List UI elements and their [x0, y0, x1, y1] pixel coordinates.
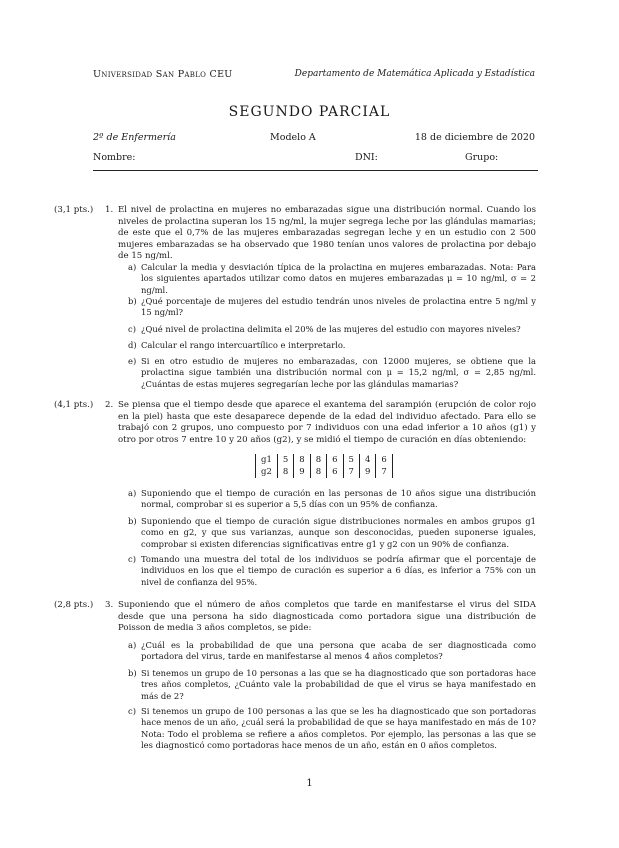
- item-text: ¿Qué nivel de prolactina delimita el 20% de las mujeres del estudio con mayores niveles?: [141, 324, 521, 334]
- item-label: c): [128, 324, 136, 334]
- item-text: Tomando una muestra del total de los individuos se podría afirmar que el porcentaje de individuos en los que el tiempo de curación es superior a 6 días, es inferior a 75% con un nivel de confianza del 95%.: [141, 554, 536, 587]
- item-text: Si tenemos un grupo de 100 personas a las que se les ha diagnosticado que son portadoras hace menos de un año, ¿cuál será la probabilidad de que se haya manifestado en más de 10? Nota: Todo el problema se refiere a años completos. Por ejemplo, las personas a las que se les diagnosticó como portadoras hace menos de un año, están en 0 años completos.: [141, 706, 536, 751]
- item-text: Si tenemos un grupo de 10 personas a las que se ha diagnosticado que son portadoras hace tres años completos, ¿Cuánto vale la probabilidad de que el virus se haya manifestado en más de 2?: [141, 668, 536, 701]
- problem-statement: El nivel de prolactina en mujeres no embarazadas sigue una distribución normal. Cuando los niveles de prolactina superan los 15 ng/ml, la mujer segrega leche por las glándulas mamarias; de este que el 0,7% de las mujeres embarazadas segregan leche y en un estudio con 2 500 mujeres embarazadas se ha observado que 1980 tenían unos valores de prolactina por debajo de 15 ng/ml.: [118, 205, 536, 262]
- item-text: Calcular la media y desviación típica de la prolactina en mujeres embarazadas. Nota: Para los siguientes apartados utilizar como datos en mujeres embarazadas μ = 10 ng/ml, σ = 2 ng/ml.: [141, 262, 536, 295]
- item-label: a): [128, 640, 137, 650]
- item-label: b): [128, 516, 137, 526]
- table-cell: 7: [343, 466, 359, 478]
- exam-title: SEGUNDO PARCIAL: [228, 104, 391, 120]
- table-cell: 4: [359, 454, 375, 466]
- problem-points: (4,1 pts.): [54, 400, 94, 410]
- group-field-label: Grupo:: [465, 152, 499, 163]
- table-cell: 6: [327, 466, 343, 478]
- table-cell: 7: [381, 467, 387, 477]
- table-cell: 5: [343, 454, 359, 466]
- item-label: c): [128, 554, 136, 564]
- department-name: Departamento de Matemática Aplicada y Estadística: [294, 69, 535, 79]
- item-text: ¿Cuál es la probabilidad de que una persona que acaba de ser diagnosticada como portadora del virus, tarde en manifestarse al menos 4 años completos?: [141, 640, 536, 662]
- name-field-label: Nombre:: [93, 152, 136, 163]
- problem-number: 3.: [105, 600, 114, 610]
- table-row: [256, 454, 393, 466]
- item-text: Suponiendo que el tiempo de curación en las personas de 10 años sigue una distribución normal, comprobar si es superior a 5,5 días con un 95% de confianza.: [141, 488, 536, 510]
- table-cell: 9: [294, 466, 310, 478]
- row-label: g1: [256, 454, 278, 466]
- problem-points: (3,1 pts.): [54, 205, 94, 215]
- model-label: Modelo A: [270, 132, 316, 143]
- item-label: a): [128, 262, 137, 272]
- problem-number: 2.: [105, 400, 114, 410]
- problem-statement: Se piensa que el tiempo desde que aparece el exantema del sarampión (erupción de color rojo en la piel) hasta que este desaparece depende de la edad del individuo afectado. Para ello se trabajó con 2 grupos, uno compuesto por 7 individuos con una edad inferior a 10 años (g1) y otro por otros 7 entre 10 y 20 años (g2), y se midió el tiempo de curación en días obteniendo:: [118, 400, 536, 445]
- item-text: Si en otro estudio de mujeres no embarazadas, con 12000 mujeres, se obtiene que la prolactina sigue también una distribución normal con μ = 15,2 ng/ml, σ = 2,85 ng/ml. ¿Cuántas de estas mujeres segregarían leche por las glándulas mamarias?: [141, 356, 536, 389]
- item-label: b): [128, 668, 137, 678]
- problem-points: (2,8 pts.): [54, 600, 94, 610]
- item-text: Calcular el rango intercuartílico e interpretarlo.: [141, 340, 346, 350]
- table-cell: 8: [294, 454, 310, 466]
- course-label: 2º de Enfermería: [93, 132, 176, 143]
- healing-time-table: [255, 454, 393, 478]
- table-cell: 6: [327, 454, 343, 466]
- problem-statement: Suponiendo que el número de años completos que tarde en manifestarse el virus del SIDA desde que una persona ha sido diagnosticada como portadora sigue una distribución de Poisson de media 3 años completos, se pide:: [118, 600, 536, 634]
- item-text: Suponiendo que el tiempo de curación sigue distribuciones normales en ambos grupos g1 como en g2, y que sus varianzas, aunque son desconocidas, pueden suponerse iguales, comprobar si existen diferencias significativas entre g1 y g2 con un 90% de confianza.: [141, 516, 536, 549]
- table-cell: 8: [277, 466, 293, 478]
- item-label: c): [128, 706, 136, 716]
- table-cell: 9: [359, 466, 375, 478]
- item-label: d): [128, 340, 137, 350]
- item-text: ¿Qué porcentaje de mujeres del estudio tendrán unos niveles de prolactina entre 5 ng/ml y 15 ng/ml?: [141, 296, 536, 318]
- student-fields: [93, 152, 538, 171]
- table-cell: 8: [310, 466, 326, 478]
- university-name: Universidad San Pablo CEU: [93, 69, 233, 80]
- table-cell: 5: [277, 454, 293, 466]
- item-label: a): [128, 488, 137, 498]
- dni-field-label: DNI:: [355, 152, 378, 163]
- exam-date: 18 de diciembre de 2020: [414, 132, 535, 143]
- page-number: 1: [306, 778, 313, 789]
- item-label: e): [128, 356, 137, 366]
- table-row: [256, 466, 393, 478]
- table-cell: 8: [310, 454, 326, 466]
- table-cell: 6: [381, 455, 387, 465]
- row-label: g2: [256, 466, 278, 478]
- item-label: b): [128, 296, 137, 306]
- problem-number: 1.: [105, 205, 114, 215]
